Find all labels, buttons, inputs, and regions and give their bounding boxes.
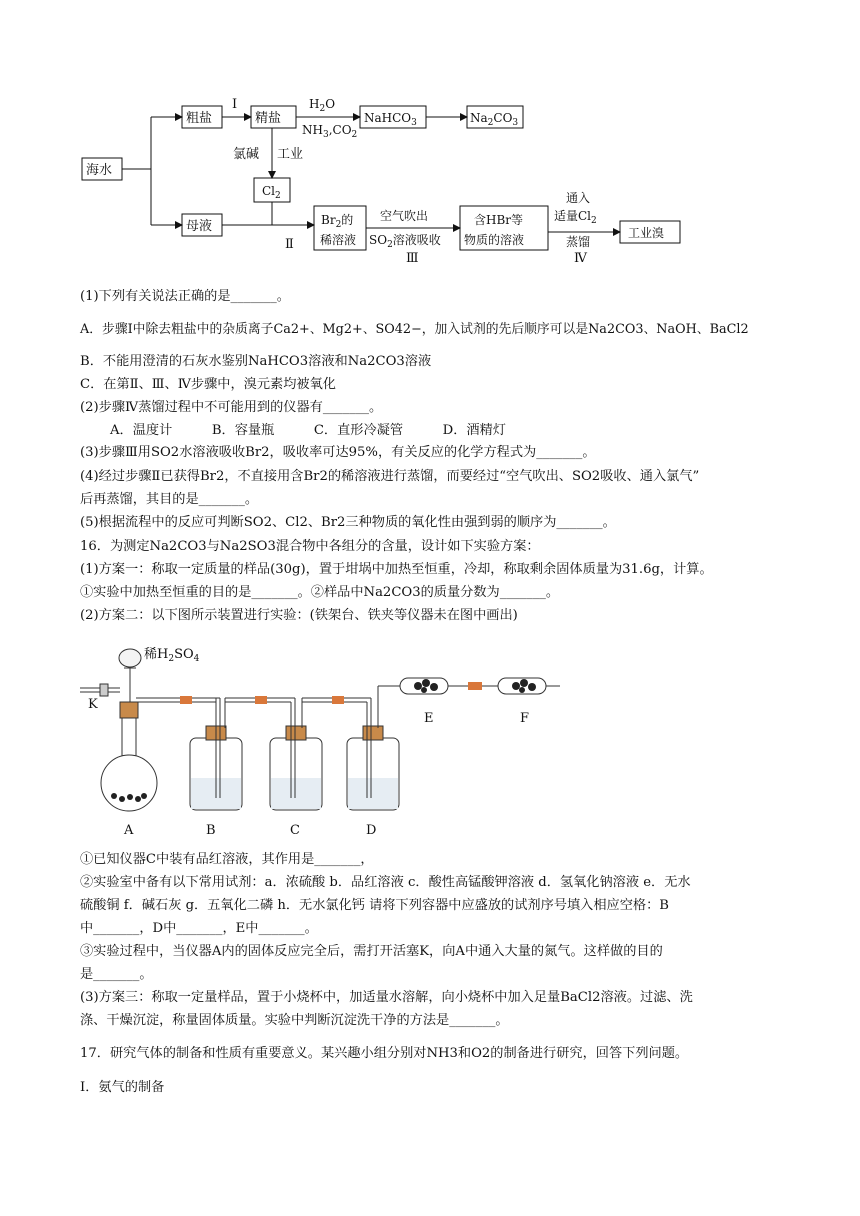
svg-text:Na2CO3: $Na_2CO_3$ bbox=[470, 111, 519, 128]
c3-line2: 是_______。 bbox=[80, 967, 153, 982]
p16-stem: 16．为测定Na2CO3与Na2SO3混合物中各组分的含量，设计如下实验方案： bbox=[80, 539, 540, 554]
p16-plan3-line2: 涤、干燥沉淀，称量固体质量。实验中判断沉淀洗干净的方法是_______。 bbox=[80, 1013, 509, 1028]
p16-plan1-questions: ①实验中加热至恒重的目的是_______。②样品中Na2CO3的质量分数为_______。 bbox=[80, 585, 560, 600]
svg-text:Ⅰ: Ⅰ bbox=[232, 97, 238, 112]
c2-line2: 硫酸铜 f．碱石灰 g．五氧化二磷 h．无水氯化钙 请将下列容器中应盛放的试剂序号填入相应空格：B bbox=[80, 898, 669, 913]
q4-stem-line1: (4)经过步骤Ⅱ已获得Br2，不直接用含Br2的稀溶液进行蒸馏，而要经过“空气吹出、SO2吸收、通入氯气” bbox=[80, 469, 700, 484]
svg-text:Ⅱ: Ⅱ bbox=[285, 237, 294, 252]
q1-option-b: B．不能用澄清的石灰水鉴别NaHCO3溶液和Na2CO3溶液 bbox=[80, 354, 432, 369]
p17-section1: Ⅰ．氨气的制备 bbox=[80, 1080, 165, 1095]
p16-plan3-line1: (3)方案三：称取一定量样品，置于小烧杯中，加适量水溶解，向小烧杯中加入足量BaCl2溶液。过滤、洗 bbox=[80, 990, 693, 1005]
label-k: K bbox=[88, 697, 98, 712]
label-f: F bbox=[520, 711, 530, 726]
label-e: E bbox=[424, 711, 434, 726]
c3-line1: ③实验过程中，当仪器A内的固体反应完全后，需打开活塞K，向A中通入大量的氮气。这样做的目的 bbox=[80, 944, 663, 959]
q1-stem: (1)下列有关说法正确的是_______。 bbox=[80, 289, 290, 304]
svg-text:Cl2: $Cl_2$ bbox=[262, 184, 281, 201]
svg-text:通入: 通入 bbox=[566, 191, 591, 205]
c2-line3: 中_______，D中_______，E中_______。 bbox=[80, 921, 318, 936]
svg-text:NaHCO3: NaHCO$_3$ bbox=[364, 111, 417, 128]
q5-stem: (5)根据流程中的反应可判断SO2、Cl2、Br2三种物质的氧化性由强到弱的顺序为_______。 bbox=[80, 515, 616, 530]
svg-text:NH3,CO2: $NH_3,CO_2$ bbox=[302, 123, 358, 140]
svg-text:物质的溶液: 物质的溶液 bbox=[464, 233, 525, 247]
q2-stem: (2)步骤Ⅳ蒸馏过程中不可能用到的仪器有_______。 bbox=[80, 400, 383, 415]
label-c: C bbox=[290, 823, 300, 838]
svg-text:粗盐: 粗盐 bbox=[186, 111, 213, 126]
svg-text:空气吹出: 空气吹出 bbox=[380, 209, 429, 223]
svg-text:蒸馏: 蒸馏 bbox=[566, 235, 591, 249]
svg-text:Ⅲ: Ⅲ bbox=[406, 251, 419, 263]
svg-text:适量Cl2: 适量$Cl_2$ bbox=[554, 209, 597, 226]
svg-text:Br2的: $Br_2$的 bbox=[321, 213, 354, 230]
svg-text:母液: 母液 bbox=[186, 219, 213, 234]
apparatus-diagram bbox=[80, 638, 600, 838]
svg-text:氯碱: 氯碱 bbox=[233, 147, 260, 162]
svg-text:稀H2SO4: 稀$H_2SO_4$ bbox=[144, 647, 200, 664]
q4-stem-line2: 后再蒸馏，其目的是_______。 bbox=[80, 492, 259, 507]
label-b: B bbox=[206, 823, 216, 838]
process-flowchart bbox=[78, 88, 698, 263]
q3-stem: (3)步骤Ⅲ用SO2水溶液吸收Br2，吸收率可达95%，有关反应的化学方程式为_______。 bbox=[80, 445, 596, 460]
svg-text:含HBr等: 含HBr等 bbox=[474, 213, 524, 227]
label-a: A bbox=[124, 823, 134, 838]
p17-stem: 17．研究气体的制备和性质有重要意义。某兴趣小组分别对NH3和O2的制备进行研究，回答下列问题。 bbox=[80, 1046, 689, 1061]
q1-option-c: C．在第Ⅱ、Ⅲ、Ⅳ步骤中，溴元素均被氧化 bbox=[80, 377, 336, 392]
svg-text:稀溶液: 稀溶液 bbox=[320, 233, 357, 247]
svg-text:Ⅳ: Ⅳ bbox=[574, 251, 587, 263]
svg-text:工业溴: 工业溴 bbox=[628, 226, 665, 240]
p16-plan2: (2)方案二：以下图所示装置进行实验：(铁架台、铁夹等仪器未在图中画出) bbox=[80, 608, 518, 623]
c1: ①已知仪器C中装有品红溶液，其作用是_______， bbox=[80, 852, 374, 867]
label-d: D bbox=[366, 823, 377, 838]
svg-text:工业: 工业 bbox=[277, 147, 304, 162]
c2-line1: ②实验室中备有以下常用试剂：a．浓硫酸 b．品红溶液 c．酸性高锰酸钾溶液 d．氢氧化钠溶液 e．无水 bbox=[80, 875, 691, 890]
svg-text:精盐: 精盐 bbox=[255, 111, 282, 126]
label-haishui: 海水 bbox=[86, 163, 113, 178]
svg-text:SO2溶液吸收: $SO_2$溶液吸收 bbox=[369, 233, 441, 250]
q1-option-a: A．步骤Ⅰ中除去粗盐中的杂质离子Ca2+、Mg2+、SO42−，加入试剂的先后顺序可以是Na2CO3、NaOH、BaCl2 bbox=[80, 322, 749, 337]
svg-text:H2O: $H_2O$ bbox=[309, 97, 336, 114]
p16-plan1: (1)方案一：称取一定质量的样品(30g)，置于坩埚中加热至恒重，冷却，称取剩余固体质量为31.6g，计算。 bbox=[80, 562, 713, 577]
q2-options: A．温度计 B．容量瓶 C．直形冷凝管 D．酒精灯 bbox=[110, 423, 506, 438]
